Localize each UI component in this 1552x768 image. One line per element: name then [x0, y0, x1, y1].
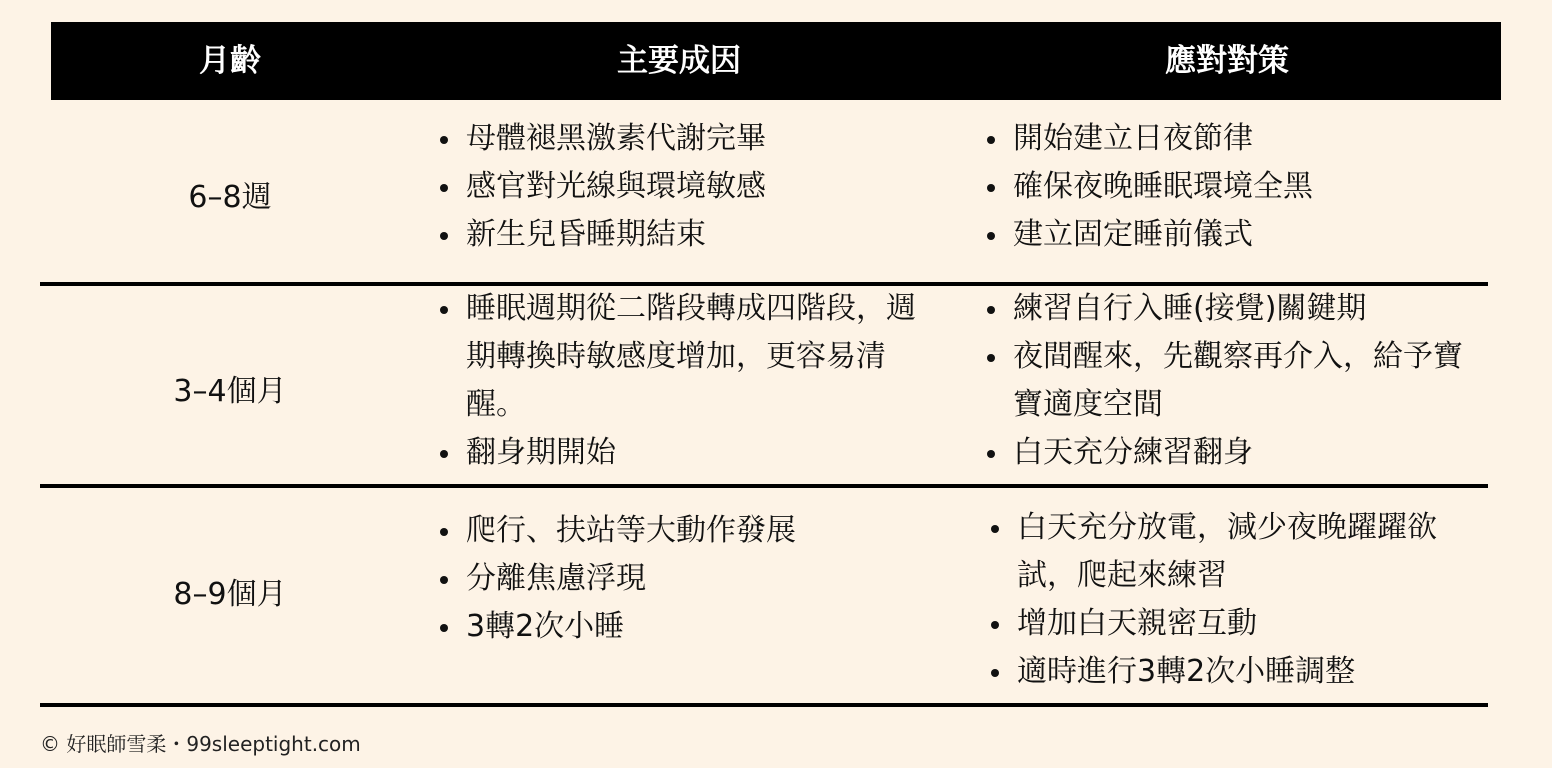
copyright-note: © 好眠師雪柔・99sleeptight.com [40, 732, 361, 756]
row-3-causes-list [438, 507, 918, 651]
row-2-strategies-list [985, 285, 1465, 477]
row-divider [40, 484, 1488, 488]
list-item: 白天充分放電，減少夜晚躍躍欲試，爬起來練習 [989, 504, 1469, 600]
row-3-strategies-list [989, 504, 1469, 696]
list-item: 新生兒昏睡期結束 [438, 211, 918, 259]
row-3-age: 8–9個月 [173, 577, 287, 612]
list-item: 翻身期開始 [438, 429, 938, 477]
list-item: 3轉2次小睡 [438, 603, 918, 651]
list-item: 建立固定睡前儀式 [985, 211, 1475, 259]
row-1-causes-list [438, 115, 918, 259]
list-item: 感官對光線與環境敏感 [438, 163, 918, 211]
table-header [51, 22, 1501, 100]
row-2-age: 3–4個月 [173, 374, 287, 409]
list-item: 開始建立日夜節律 [985, 115, 1475, 163]
row-1-strategies-list [985, 115, 1475, 259]
row-1-age: 6–8週 [188, 180, 272, 215]
list-item: 睡眠週期從二階段轉成四階段，週期轉換時敏感度增加，更容易清醒。 [438, 285, 938, 429]
list-item: 爬行、扶站等大動作發展 [438, 507, 918, 555]
list-item: 白天充分練習翻身 [985, 429, 1465, 477]
list-item: 增加白天親密互動 [989, 600, 1469, 648]
list-item: 練習自行入睡(接覺)關鍵期 [985, 285, 1465, 333]
header-strategies: 應對對策 [1165, 43, 1289, 79]
list-item: 適時進行3轉2次小睡調整 [989, 648, 1469, 696]
table-bottom-rule [40, 703, 1488, 707]
header-causes: 主要成因 [617, 43, 741, 79]
header-age: 月齡 [199, 43, 261, 79]
list-item: 確保夜晚睡眠環境全黑 [985, 163, 1475, 211]
list-item: 夜間醒來，先觀察再介入，給予寶寶適度空間 [985, 333, 1465, 429]
row-2-causes-list [438, 285, 938, 477]
list-item: 分離焦慮浮現 [438, 555, 918, 603]
list-item: 母體褪黑激素代謝完畢 [438, 115, 918, 163]
